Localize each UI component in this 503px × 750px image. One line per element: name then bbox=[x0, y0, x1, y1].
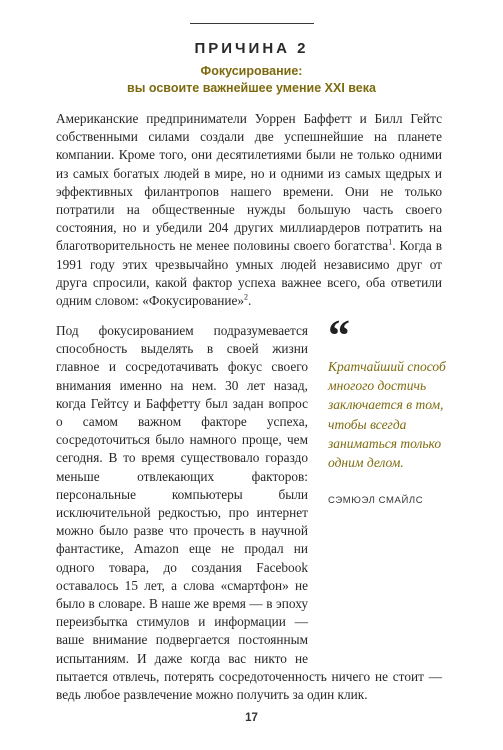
pull-quote-author: СЭМЮЭЛ СМАЙЛС bbox=[328, 495, 424, 506]
chapter-label: ПРИЧИНА 2 bbox=[194, 40, 309, 57]
chapter-subtitle-line2: вы освоите важнейшее умение XXI века bbox=[127, 81, 376, 95]
paragraph-2-text: Под фокусированием подразумевается способность выделять в своей жизни главное и сосредотачивать фокус своего внимания именно на нем. 30 лет назад, когда Гейтсу и Баффетту был задан вопрос о самом важном факторе успеха, сосредоточиться было намного проще, чем сегодня. В то время существовало гораздо меньше отвлекающих факторов: персональные компьютеры были исключительной редкостью, про интернет можно было разве что прочесть в научной фантастике, Amazon еще не продал ни одного товара, до создания Facebook оставалось 15 лет, а слова «смартфон» не было в словаре. В наше же время — в эпоху переизбытка стимулов и информации — ваше внимание подвергается постоянным испытаниям. И даже когда вас никто не пытается отвлечь, потерять сосредоточенность ничего не стоит — ведь любое развлечение можно получить за один клик. bbox=[56, 323, 442, 703]
pull-quote-text: Кратчайший способ многого достичь заключается в том, чтобы всегда заниматься только одним делом. bbox=[328, 359, 446, 471]
paragraph-1-text-a: Американские предприниматели Уоррен Баффетт и Билл Гейтс собственными силами создали две успешнейшие на планете компании. Кроме того, они десятилетиями были не только одними из самых богатых людей в мире, но и одними из самых щедрых и эффективных филантропов нашего времени. Они не только потратили на общественные нужды большую часть своего состояния, но и убедили 204 других миллиардеров потратить на благотворительность не менее половины своего богатства bbox=[56, 111, 442, 254]
page-number: 17 bbox=[245, 712, 258, 724]
top-rule bbox=[190, 23, 314, 24]
paragraph-1-text-c: . bbox=[248, 293, 252, 309]
chapter-subtitle-line1: Фокусирование: bbox=[200, 64, 303, 78]
body-paragraph-1 bbox=[56, 110, 442, 310]
footnote-ref-1[interactable]: 1 bbox=[388, 238, 393, 247]
paragraph-1-text-b: . Когда в 1991 году этих чрезвычайно умных людей независимо друг от друга спросили, какой фактор успеха важнее всего, оба ответили одним словом: «Фокусирование» bbox=[56, 238, 442, 309]
footnote-ref-2[interactable]: 2 bbox=[244, 292, 249, 302]
quote-mark-icon: “ bbox=[328, 311, 350, 360]
